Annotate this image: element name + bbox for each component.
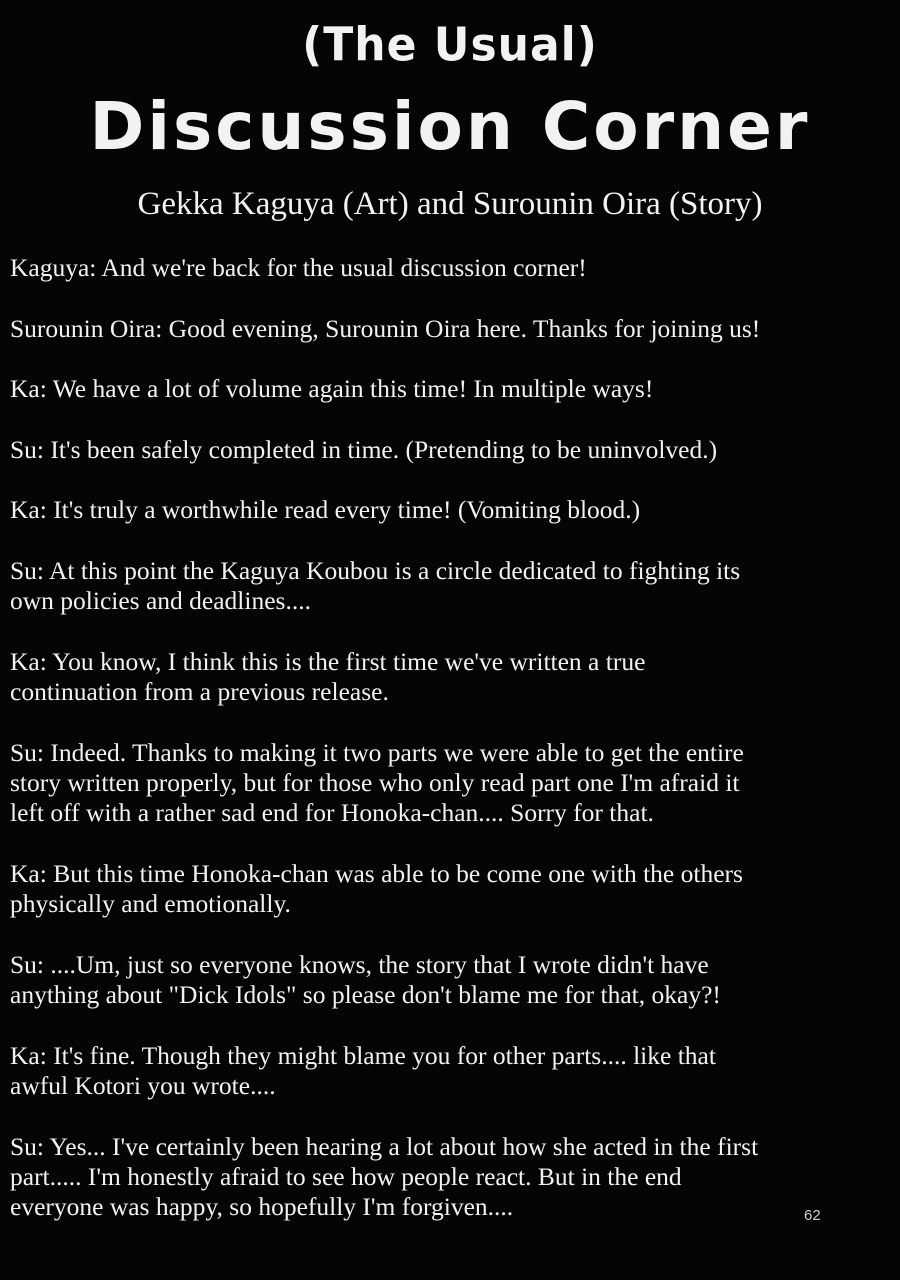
dialogue-paragraph — [10, 435, 895, 465]
dialogue-line: Ka: It's truly a worthwhile read every time! (Vomiting blood.) — [10, 495, 641, 525]
dialogue-line: story written properly, but for those who only read part one I'm afraid it — [10, 768, 740, 798]
dialogue-line: Su: Yes... I've certainly been hearing a lot about how she acted in the first — [10, 1131, 759, 1161]
dialogue-paragraph — [10, 253, 895, 283]
dialogue-line: anything about "Dick Idols" so please don't blame me for that, okay?! — [10, 980, 721, 1010]
dialogue-paragraph — [10, 495, 895, 525]
dialogue-paragraph — [10, 647, 895, 708]
dialogue-line: Su: It's been safely completed in time. (Pretending to be uninvolved.) — [10, 434, 718, 464]
dialogue-line: awful Kotori you wrote.... — [10, 1071, 276, 1101]
dialogue-line: Ka: But this time Honoka-chan was able to be come one with the others — [10, 858, 743, 888]
dialogue-paragraph — [10, 1132, 895, 1223]
dialogue-paragraph — [10, 314, 895, 344]
dialogue-body — [10, 253, 895, 1253]
dialogue-paragraph — [10, 738, 895, 829]
dialogue-line: Ka: It's fine. Though they might blame you for other parts.... like that — [10, 1040, 716, 1070]
dialogue-line: Su: Indeed. Thanks to making it two parts we were able to get the entire — [10, 737, 744, 767]
page-title: Discussion Corner — [89, 88, 811, 165]
dialogue-paragraph — [10, 374, 895, 404]
header-subtitle: (The Usual) — [302, 18, 598, 73]
dialogue-line: everyone was happy, so hopefully I'm forgiven.... — [10, 1192, 514, 1222]
dialogue-line: own policies and deadlines.... — [10, 586, 311, 616]
dialogue-line: continuation from a previous release. — [10, 677, 389, 707]
dialogue-line: Kaguya: And we're back for the usual discussion corner! — [10, 253, 587, 282]
dialogue-paragraph — [10, 950, 895, 1011]
dialogue-line: left off with a rather sad end for Honoka-chan.... Sorry for that. — [10, 798, 654, 828]
dialogue-line: Surounin Oira: Good evening, Surounin Oira here. Thanks for joining us! — [10, 313, 761, 343]
dialogue-line: Ka: You know, I think this is the first time we've written a true — [10, 646, 646, 676]
dialogue-line: Su: ....Um, just so everyone knows, the story that I wrote didn't have — [10, 949, 709, 979]
dialogue-paragraph — [10, 1041, 895, 1102]
credits: Gekka Kaguya (Art) and Surounin Oira (Story) — [137, 186, 763, 222]
page-number: 62 — [804, 1207, 821, 1224]
dialogue-paragraph — [10, 556, 895, 617]
dialogue-line: Su: At this point the Kaguya Koubou is a circle dedicated to fighting its — [10, 555, 741, 585]
dialogue-line: physically and emotionally. — [10, 889, 291, 919]
dialogue-line: part..... I'm honestly afraid to see how people react. But in the end — [10, 1161, 682, 1191]
dialogue-line: Ka: We have a lot of volume again this time! In multiple ways! — [10, 374, 654, 404]
dialogue-paragraph — [10, 859, 895, 920]
